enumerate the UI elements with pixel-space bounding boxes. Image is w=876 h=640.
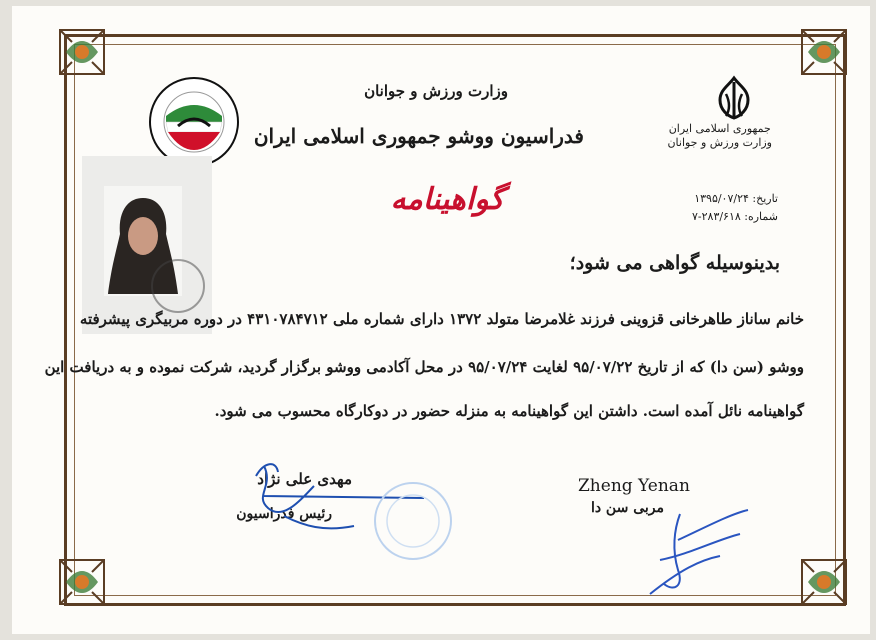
corner-ornament-top-left <box>52 22 112 82</box>
body-line-3: گواهینامه نائل آمده است. داشتن این گواهینامه به منزله حضور در دوکارگاه محسوب می شود. <box>214 402 804 420</box>
corner-ornament-top-right <box>794 22 854 82</box>
body-line-2: ووشو (سن دا) که از تاریخ ۹۵/۰۷/۲۲ لغایت ۹۵/۰۷/۲۴ در محل آکادمی ووشو برگزار گردید، شرکت نموده و به دریافت این <box>44 358 804 376</box>
president-title: رئیس فدراسیون <box>236 506 332 522</box>
coach-signature <box>620 500 760 600</box>
reference-number: شماره: ۲۸۳/۶۱۸-۷ <box>691 210 778 223</box>
corner-ornament-bottom-left <box>52 552 112 612</box>
corner-ornament-bottom-right <box>794 552 854 612</box>
faint-seal-stamp <box>370 478 456 564</box>
certificate-title: گواهینامه <box>390 182 504 217</box>
federation-logo <box>148 76 240 168</box>
intro-text: بدینوسیله گواهی می شود؛ <box>569 252 780 274</box>
iran-emblem-icon <box>708 72 760 122</box>
coach-title: مربی سن دا <box>590 500 664 516</box>
ministry-title: وزارت ورزش و جوانان <box>364 82 508 100</box>
coach-name: Zheng Yenan <box>578 476 690 496</box>
president-name: مهدی علی نژاد <box>257 470 352 488</box>
emblem-caption-country: جمهوری اسلامی ایران <box>668 122 771 135</box>
issue-date: تاریخ: ۱۳۹۵/۰۷/۲۴ <box>694 192 778 205</box>
profile-photo <box>82 156 212 334</box>
body-line-1: خانم ساناز طاهرخانی قزوینی فرزند غلامرضا متولد ۱۳۷۲ دارای شماره ملی ۴۳۱۰۷۸۴۷۱۲ در دوره مربیگری پیشرفته <box>79 310 804 328</box>
emblem-caption-ministry: وزارت ورزش و جوانان <box>667 136 772 149</box>
emblem-caption <box>667 122 772 150</box>
federation-title: فدراسیون ووشو جمهوری اسلامی ایران <box>253 124 584 148</box>
